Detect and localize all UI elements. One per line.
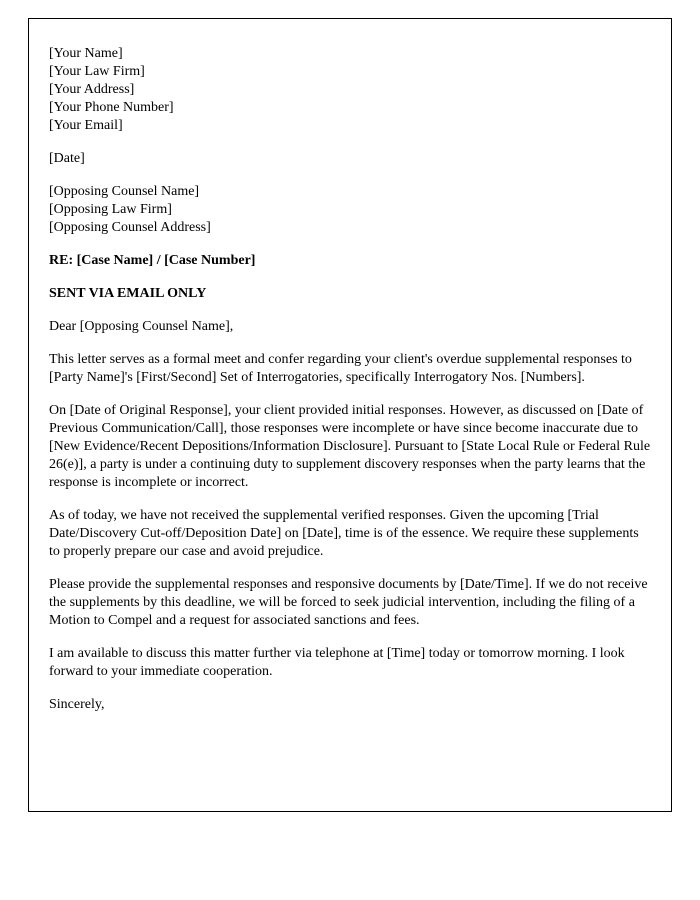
recipient-block [49, 183, 651, 237]
date-block [49, 150, 651, 168]
paragraph-intro: This letter serves as a formal meet and confer regarding your client's overdue supplemental responses to [Party Name]'s [First/Second] Set of Interrogatories, specifically Interrogatory Nos. [Numbers]. [49, 352, 632, 385]
date-line: [Date] [49, 151, 85, 166]
paragraph-deadline: Please provide the supplemental responses and responsive documents by [Date/Time]. If we do not receive the supplements by this deadline, we will be forced to seek judicial intervention, including the filing of a Motion to Compel and a request for associated sanctions and fees. [49, 577, 648, 628]
sender-name: [Your Name] [49, 46, 123, 61]
paragraph-background: On [Date of Original Response], your client provided initial responses. However, as discussed on [Date of Previous Communication/Call], those responses were incomplete or have since become inaccurate due to [New Evidence/Recent Depositions/Information Disclosure]. Pursuant to [State Local Rule or Federal Rule 26(e)], a party is under a continuing duty to supplement discovery responses when the party learns that the response is incomplete or incorrect. [49, 403, 651, 490]
sender-email: [Your Email] [49, 118, 123, 133]
paragraph-urgency: As of today, we have not received the supplemental verified responses. Given the upcoming [Trial Date/Discovery Cut-off/Deposition Date] on [Date], time is of the essence. We require these supplements to properly prepare our case and avoid prejudice. [49, 508, 639, 559]
recipient-address: [Opposing Counsel Address] [49, 220, 211, 235]
salutation: Dear [Opposing Counsel Name], [49, 319, 234, 334]
sender-address: [Your Address] [49, 82, 135, 97]
sent-via-line: SENT VIA EMAIL ONLY [49, 286, 207, 301]
re-line: RE: [Case Name] / [Case Number] [49, 253, 256, 268]
paragraph-availability: I am available to discuss this matter further via telephone at [Time] today or tomorrow morning. I look forward to your immediate cooperation. [49, 646, 625, 679]
sender-law-firm: [Your Law Firm] [49, 64, 145, 79]
letter-page [28, 18, 672, 812]
closing: Sincerely, [49, 697, 105, 712]
recipient-name: [Opposing Counsel Name] [49, 184, 200, 199]
sender-block [49, 45, 651, 135]
recipient-law-firm: [Opposing Law Firm] [49, 202, 172, 217]
sender-phone: [Your Phone Number] [49, 100, 174, 115]
